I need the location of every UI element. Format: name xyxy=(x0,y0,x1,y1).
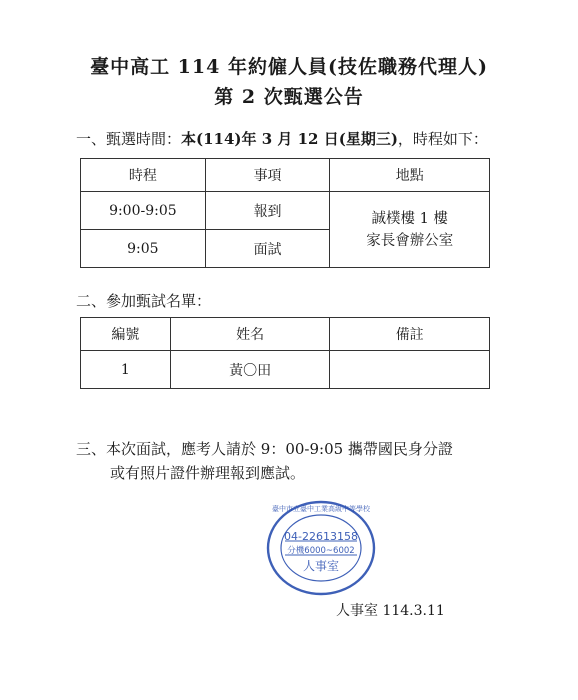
schedule-time: 9:00-9:05 xyxy=(81,192,206,230)
candidate-header-name: 姓名 xyxy=(170,318,330,351)
stamp-office: 人事室 xyxy=(302,559,340,573)
candidate-no: 1 xyxy=(81,351,171,389)
schedule-time: 9:05 xyxy=(81,230,206,268)
stamp-phone: 04-22613158 xyxy=(284,530,358,543)
schedule-table xyxy=(80,158,490,268)
section1-date: 本(114)年 3 月 12 日(星期三) xyxy=(181,130,398,148)
candidate-name: 黃〇田 xyxy=(170,351,330,389)
stamp-ring-text-image: 臺中市立臺中工業高級中等學校 xyxy=(272,505,370,513)
signature-date: 人事室 114.3.11 xyxy=(336,603,445,619)
section1-suffix: ，時程如下： xyxy=(397,130,488,148)
notice-title-line1: 臺中高工 114 年約僱人員(技佐職務代理人) xyxy=(90,56,488,78)
schedule-header-row xyxy=(81,159,490,192)
stamp-extension: 分機6000~6002 xyxy=(287,546,355,556)
candidate-row xyxy=(81,351,490,389)
schedule-header-location: 地點 xyxy=(330,159,490,192)
candidate-table xyxy=(80,317,490,389)
location-line1: 誠樸樓 1 樓 xyxy=(371,210,448,227)
notice-title-line2: 第 2 次甄選公告 xyxy=(214,86,364,108)
schedule-header-time: 時程 xyxy=(81,159,206,192)
candidate-header-remark: 備註 xyxy=(330,318,490,351)
office-seal-stamp xyxy=(265,498,377,598)
schedule-location xyxy=(330,192,490,268)
schedule-item: 報到 xyxy=(205,192,330,230)
candidate-header-row xyxy=(81,318,490,351)
candidate-header-no: 編號 xyxy=(81,318,171,351)
section3-line2: 或有照片證件辦理報到應試。 xyxy=(110,464,306,482)
schedule-header-item: 事項 xyxy=(205,159,330,192)
section2-line: 二、參加甄試名單： xyxy=(76,292,212,310)
section3-line1: 三、本次面試，應考人請於 9：00-9:05 攜帶國民身分證 xyxy=(76,440,453,458)
candidate-remark xyxy=(330,351,490,389)
section1-prefix: 一、甄選時間： xyxy=(76,130,182,148)
schedule-item: 面試 xyxy=(205,230,330,268)
schedule-row xyxy=(81,192,490,230)
section1-line xyxy=(76,128,488,149)
location-line2: 家長會辦公室 xyxy=(366,232,454,249)
